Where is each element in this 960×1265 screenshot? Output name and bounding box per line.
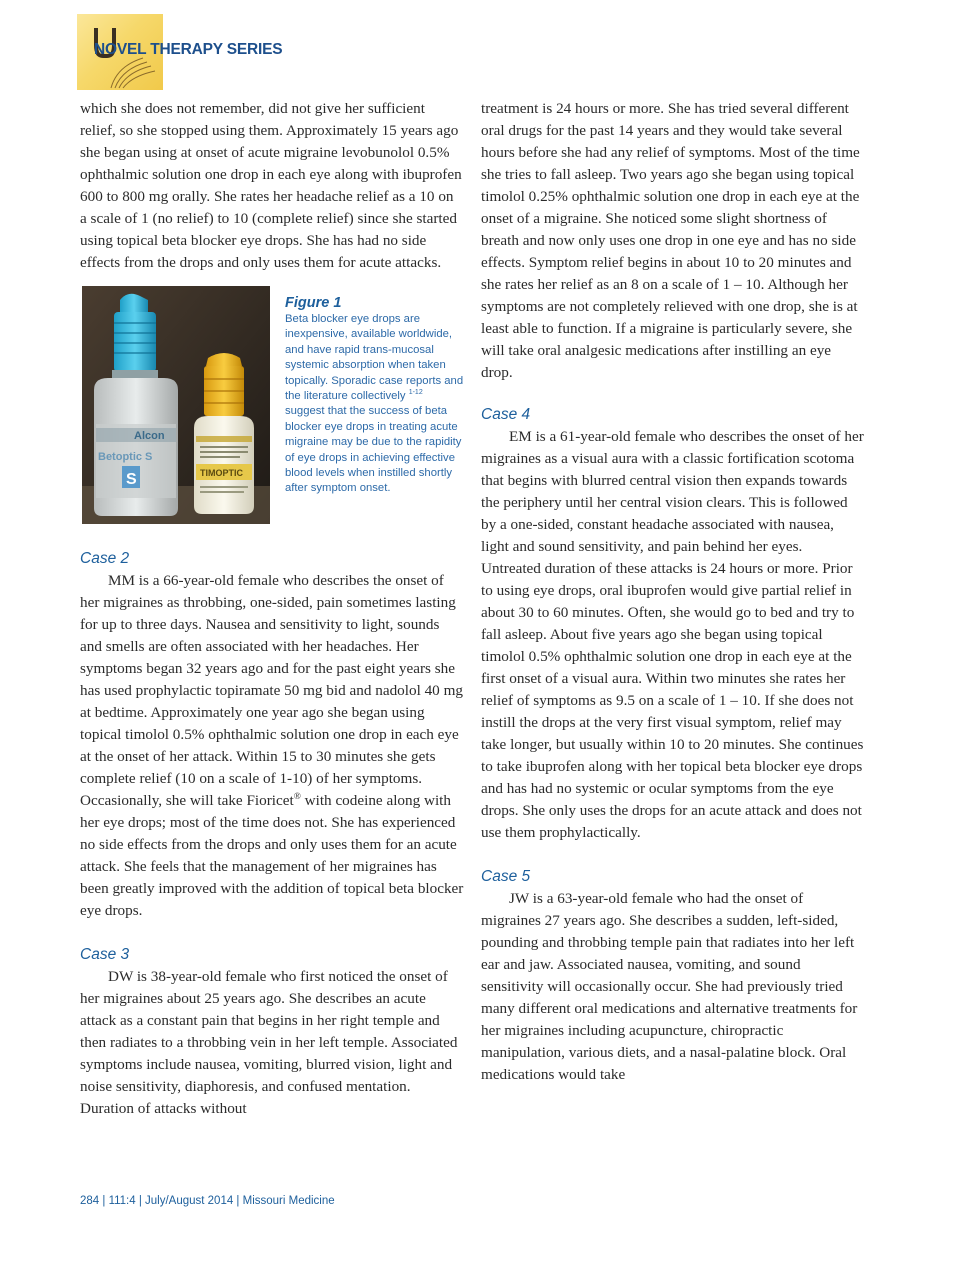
left-column bbox=[80, 98, 464, 1120]
case4-body: EM is a 61-year-old female who describes the onset of her migraines as a visual aura with a classic fortification scotoma that begins with blurred central vision then expands towards the periphery until her central vision clears. This is followed by a one-sided, constant headache associated with nausea, light and sound sensitivity, and pain behind her eyes. Untreated duration of these attacks is 24 hours or more. Prior to using eye drops, oral ibuprofen would give partial relief in about 30 to 60 minutes. Often, she would go to bed and try to fall asleep. About five years ago she began using topical timolol 0.5% ophthalmic solution one drop in each eye at the first onset of a visual aura. Within two minutes she rates her relief of symptoms as 9.5 on a scale of 1 – 10. If she does not instill the drops at the very first visual symptom, relief may take longer, but usually within 10 to 20 minutes. She continues to take ibuprofen along with her topical beta blocker eye drops and has had no systemic or ocular symptoms from the eye drops. She only uses the drops for an acute attack and does not use them prophylactically. bbox=[481, 428, 864, 841]
figure-1-label: Figure 1 bbox=[285, 295, 342, 311]
case4-heading: Case 4 bbox=[481, 406, 531, 423]
figure-1-caption-text: Beta blocker eye drops are inexpensive, available worldwide, and have rapid trans-mucosal systemic absorption when taken topically. Sporadic case reports and the literature collectively bbox=[285, 313, 464, 403]
figure-1-caption bbox=[285, 294, 465, 497]
registered-mark: ® bbox=[293, 791, 301, 802]
eye-drop-bottles-photo bbox=[82, 286, 270, 524]
case2-body-end: with codeine along with her eye drops; most of the time does not. She has experienced no side effects from the drops and only uses them for an acute attack. She feels that the management of her migraines has been greatly improved with the addition of topical beta blocker eye drops. bbox=[80, 792, 464, 919]
figure-1-photo bbox=[82, 286, 270, 524]
case2-heading: Case 2 bbox=[80, 550, 130, 567]
case2-body-start: MM is a 66-year-old female who describes the onset of her migraines as throbbing, one-sided, pain sometimes lasting for up to three days. Nausea and sensitivity to light, sounds and smells are often associated with her headaches. Her symptoms began 32 years ago and for the past eight years she has used prophylactic topiramate 50 mg bid and nadolol 40 mg at bedtime. Approximately one year ago she began using topical timolol 0.5% ophthalmic solution one drop in each eye at the onset of her attack. Within 15 to 30 minutes she gets complete relief (10 on a scale of 1-10) of her symptoms. Occasionally, she will take Fioricet bbox=[80, 572, 463, 809]
series-header bbox=[77, 14, 292, 90]
bottle-product-name: Betoptic S bbox=[98, 451, 153, 463]
bottle-second-label: TIMOPTIC bbox=[200, 468, 243, 478]
case1-continuation: which she does not remember, did not give her sufficient relief, so she stopped using them. Approximately 15 years ago she began using at onset of acute migraine levobunolol 0.5% ophthalmic solution one drop in each eye along with ibuprofen 600 to 800 mg orally. She rates her headache relief as a 10 on a scale of 1 (no relief) to 10 (complete relief) since she started using topical beta blocker eye drops. She has had no side effects from the drops and only uses them for acute attacks. bbox=[80, 100, 462, 271]
case3-heading: Case 3 bbox=[80, 946, 130, 963]
case3-body: DW is 38-year-old female who first noticed the onset of her migraines about 25 years ago. She describes an acute attack as a constant pain that begins in her right temple and then radiates to a throbbing vein in her left temple. Associated symptoms include nausea, vomiting, blurred vision, light and noise sensitivity, diaphoresis, and confused mentation. Duration of attacks without bbox=[80, 968, 458, 1117]
case5-heading: Case 5 bbox=[481, 868, 531, 885]
figure-1 bbox=[80, 286, 464, 548]
figure-1-caption-text-end: suggest that the success of beta blocker eye drops in treating acute migraine may be due to the rapidity of eye drops in achieving effective blood levels when instilled shortly after symptom onset. bbox=[285, 405, 462, 495]
figure-1-citation: 1-12 bbox=[408, 389, 423, 397]
case3-continuation: treatment is 24 hours or more. She has tried several different oral drugs for the past 14 years and they would take several hours before she had any relief of symptoms. Most of the time she tries to fall asleep. Two years ago she began using topical timolol 0.25% ophthalmic solution one drop in each eye at the onset of a migraine. She noticed some slight shortness of breath and now only uses one drop in one eye and has no side effects. Symptom relief begins in about 10 to 20 minutes and she rates her relief as an 8 on a scale of 1 – 10. Although her symptoms are not completely relieved with one drop, she is at least able to function. If a migraine is particularly severe, she will take oral analgesic medications after instilling an eye drop. bbox=[481, 100, 860, 381]
series-title: NOVEL THERAPY SERIES bbox=[94, 41, 283, 58]
bottle-brand-small: Alcon bbox=[134, 430, 165, 442]
bottle-product-letter: S bbox=[126, 471, 137, 488]
case2-body bbox=[80, 570, 464, 922]
right-column bbox=[481, 98, 865, 1086]
page-footer: 284 | 111:4 | July/August 2014 | Missouri Medicine bbox=[80, 1195, 335, 1207]
case5-body: JW is a 63-year-old female who had the onset of migraines 27 years ago. She describes a sudden, left-sided, pounding and throbbing temple pain that radiates into her left ear and jaw. Associated nausea, vomiting, and sound sensitivity will occasionally occur. She had previously tried many different oral medications and alternative treatments for her migraines including acupuncture, chiropractic manipulation, various diets, and a nasal-palatine block. Oral medications would take bbox=[481, 890, 858, 1083]
